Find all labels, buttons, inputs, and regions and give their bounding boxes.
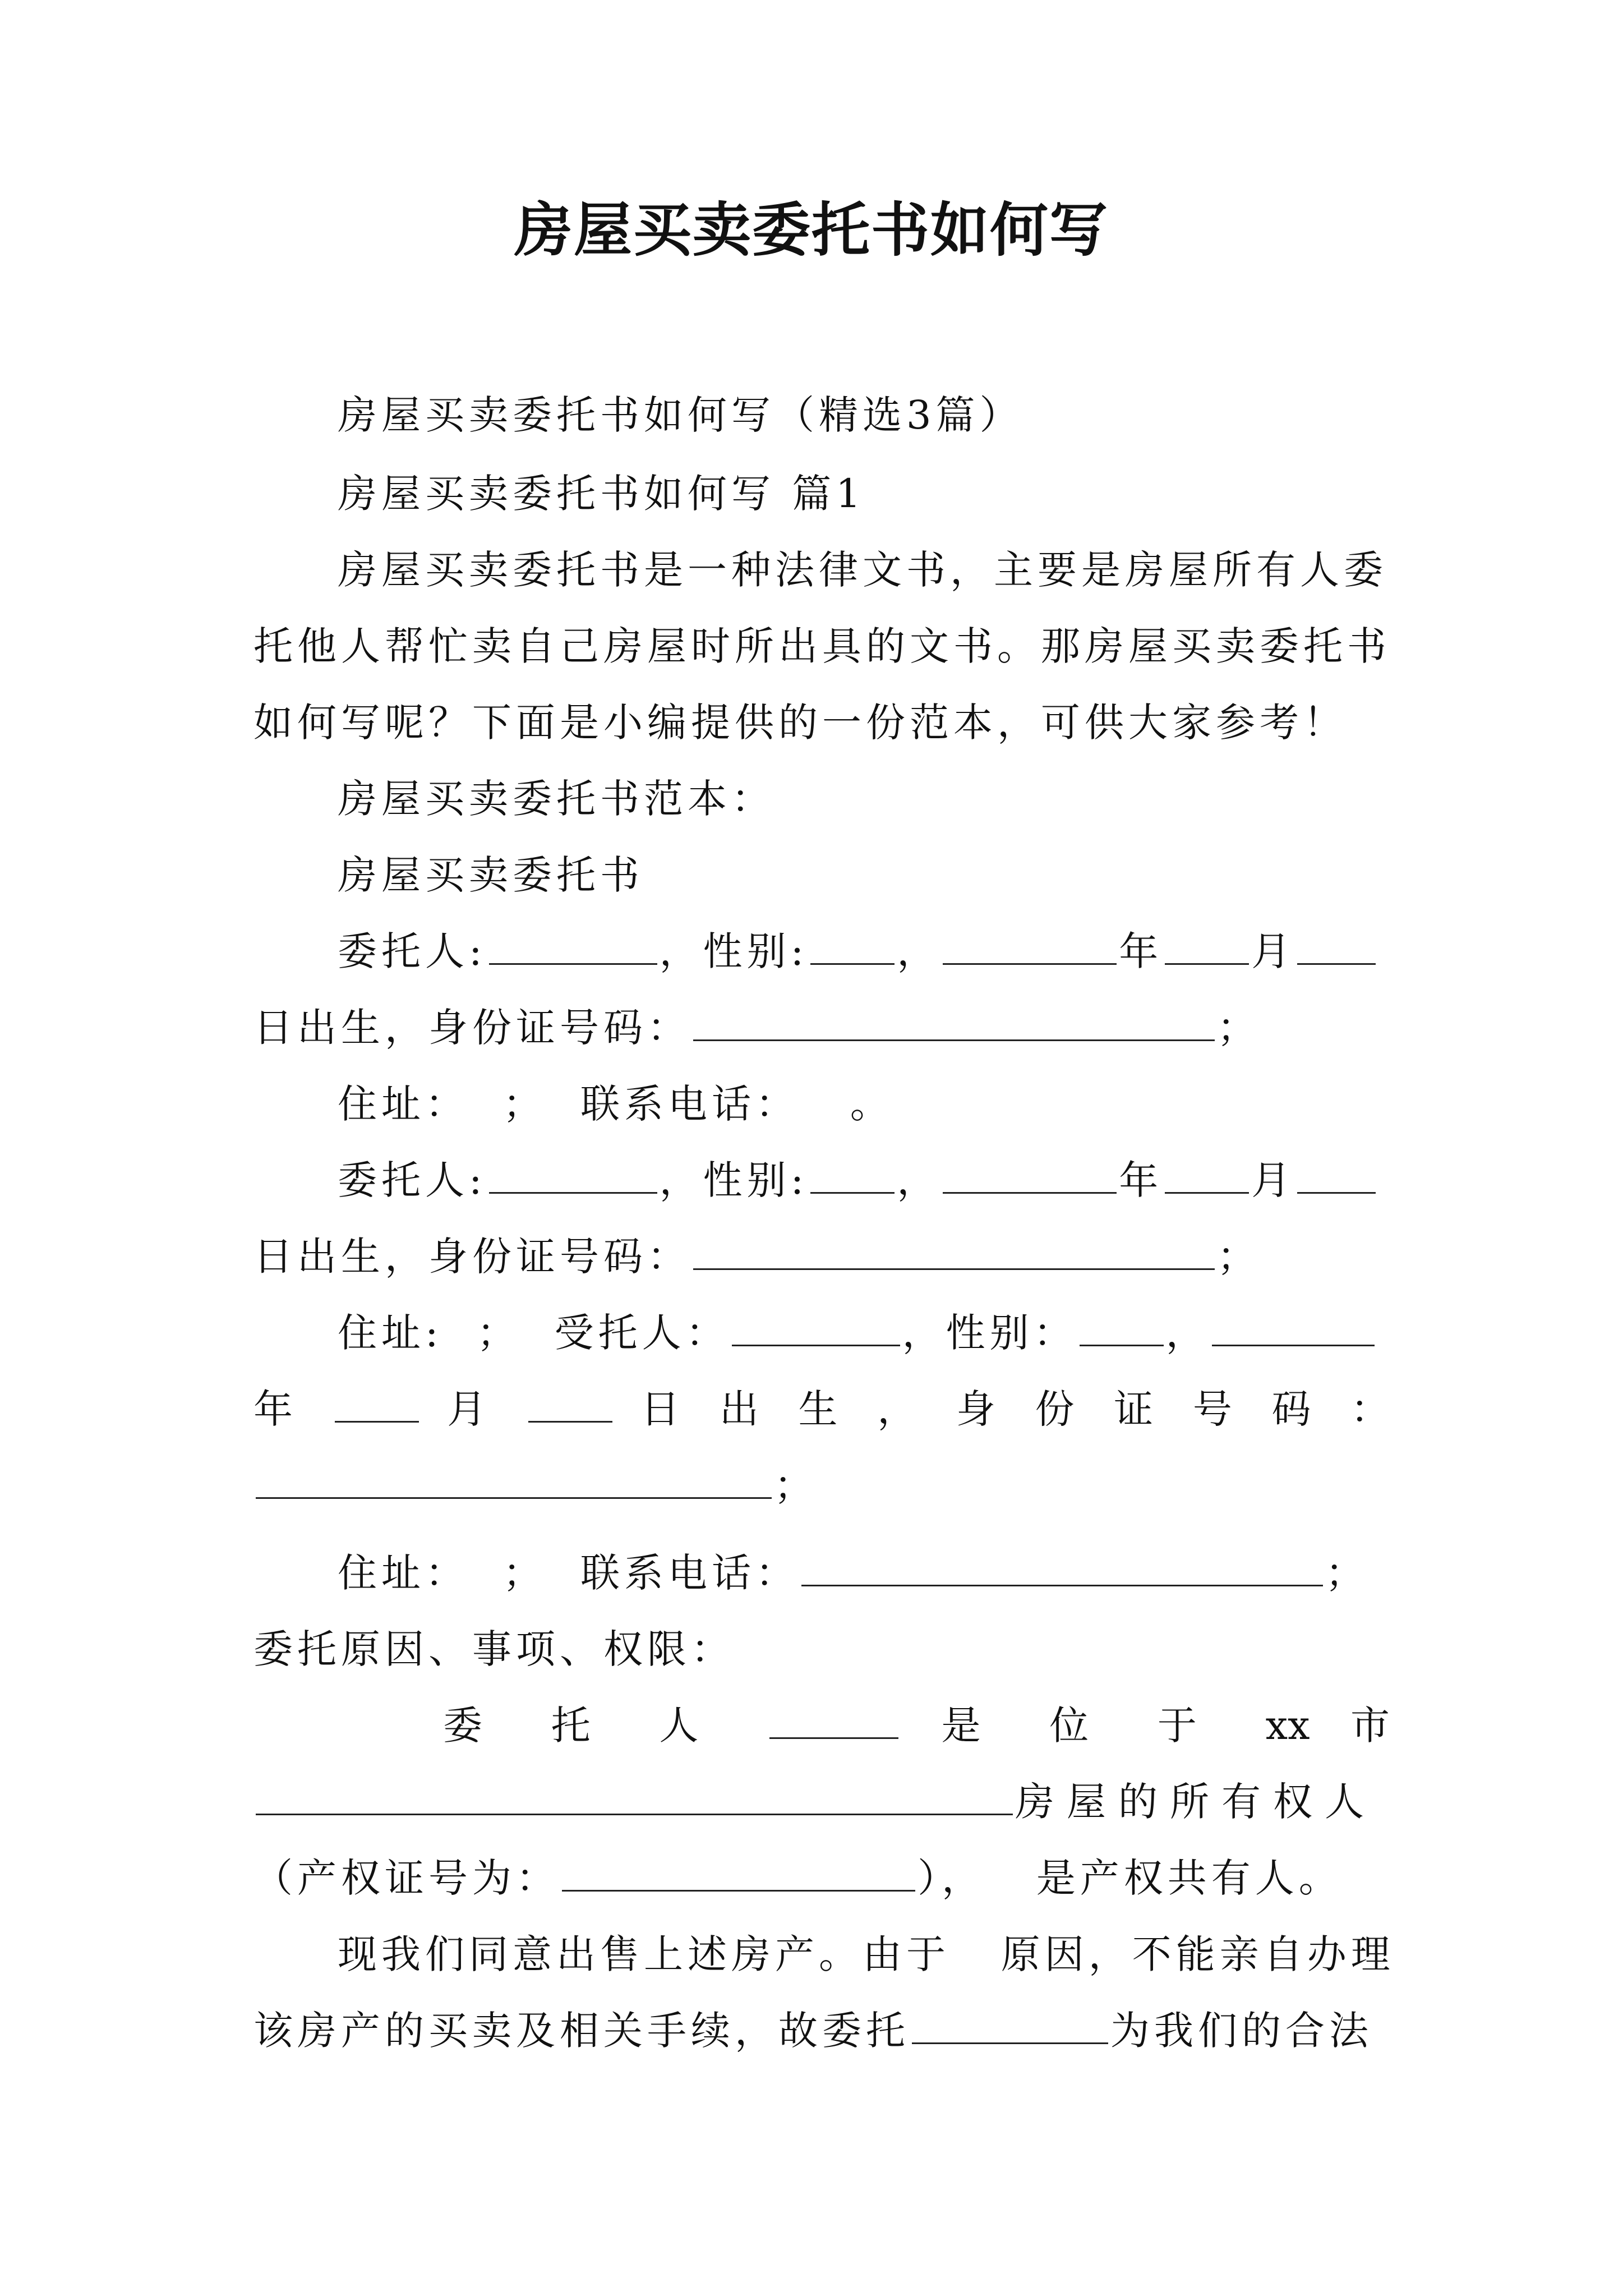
form-line-principal-1: 委托人: ，性别: ， 年 月	[338, 923, 1390, 979]
form-line-agent-address: 住址： ； 联系电话： ；	[338, 1550, 1370, 1596]
form-line-agent-id: ；	[253, 1457, 1390, 1513]
form-line-agent: 住址: ； 受托人： ，性别： ，	[338, 1305, 1390, 1361]
template-title: 房屋买卖委托书	[338, 852, 644, 898]
paragraph-intro-line: 房屋买卖委托书是一种法律文书，主要是房屋所有人委	[338, 547, 1387, 593]
template-heading: 房屋买卖委托书范本：	[338, 776, 775, 822]
form-line-agent-birth: 年 月 日 出 生 ， 身 份 证 号 码 ：	[253, 1386, 1390, 1432]
paragraph-intro-line: 如何写呢？下面是小编提供的一份范本，可供大家参考！	[253, 700, 1347, 746]
form-line-owner: 房屋的所有权人	[253, 1774, 1390, 1830]
paragraph-entrust: 该房产的买卖及相关手续，故委托 为我们的合法	[253, 2008, 1373, 2054]
paragraph-agree: 现我们同意出售上述房产。由于 原因，不能亲自办理	[338, 1931, 1395, 1977]
paragraph-intro-line: 托他人帮忙卖自己房屋时所出具的文书。那房屋买卖委托书	[253, 623, 1391, 669]
document-title: 房屋买卖委托书如何写	[514, 195, 1109, 264]
form-line-id-2: 日出生，身份证号码： ；	[253, 1234, 1261, 1280]
form-line-id-1: 日出生，身份证号码： ；	[253, 1005, 1261, 1051]
form-line-address-1: 住址： ； 联系电话： 。	[338, 1081, 894, 1127]
paragraph-subtitle: 房屋买卖委托书如何写（精选3篇）	[338, 392, 1023, 438]
form-line-ownership: 委 托 人 是 位 于 xx 市	[443, 1703, 1390, 1749]
form-line-principal-2: 委托人: ，性别: ， 年 月	[338, 1152, 1390, 1208]
form-line-certificate: （产权证号为： ）， 是产权共有人。	[253, 1855, 1343, 1901]
section-heading: 房屋买卖委托书如何写 篇1	[338, 471, 865, 517]
reason-heading: 委托原因、事项、权限：	[253, 1626, 735, 1672]
